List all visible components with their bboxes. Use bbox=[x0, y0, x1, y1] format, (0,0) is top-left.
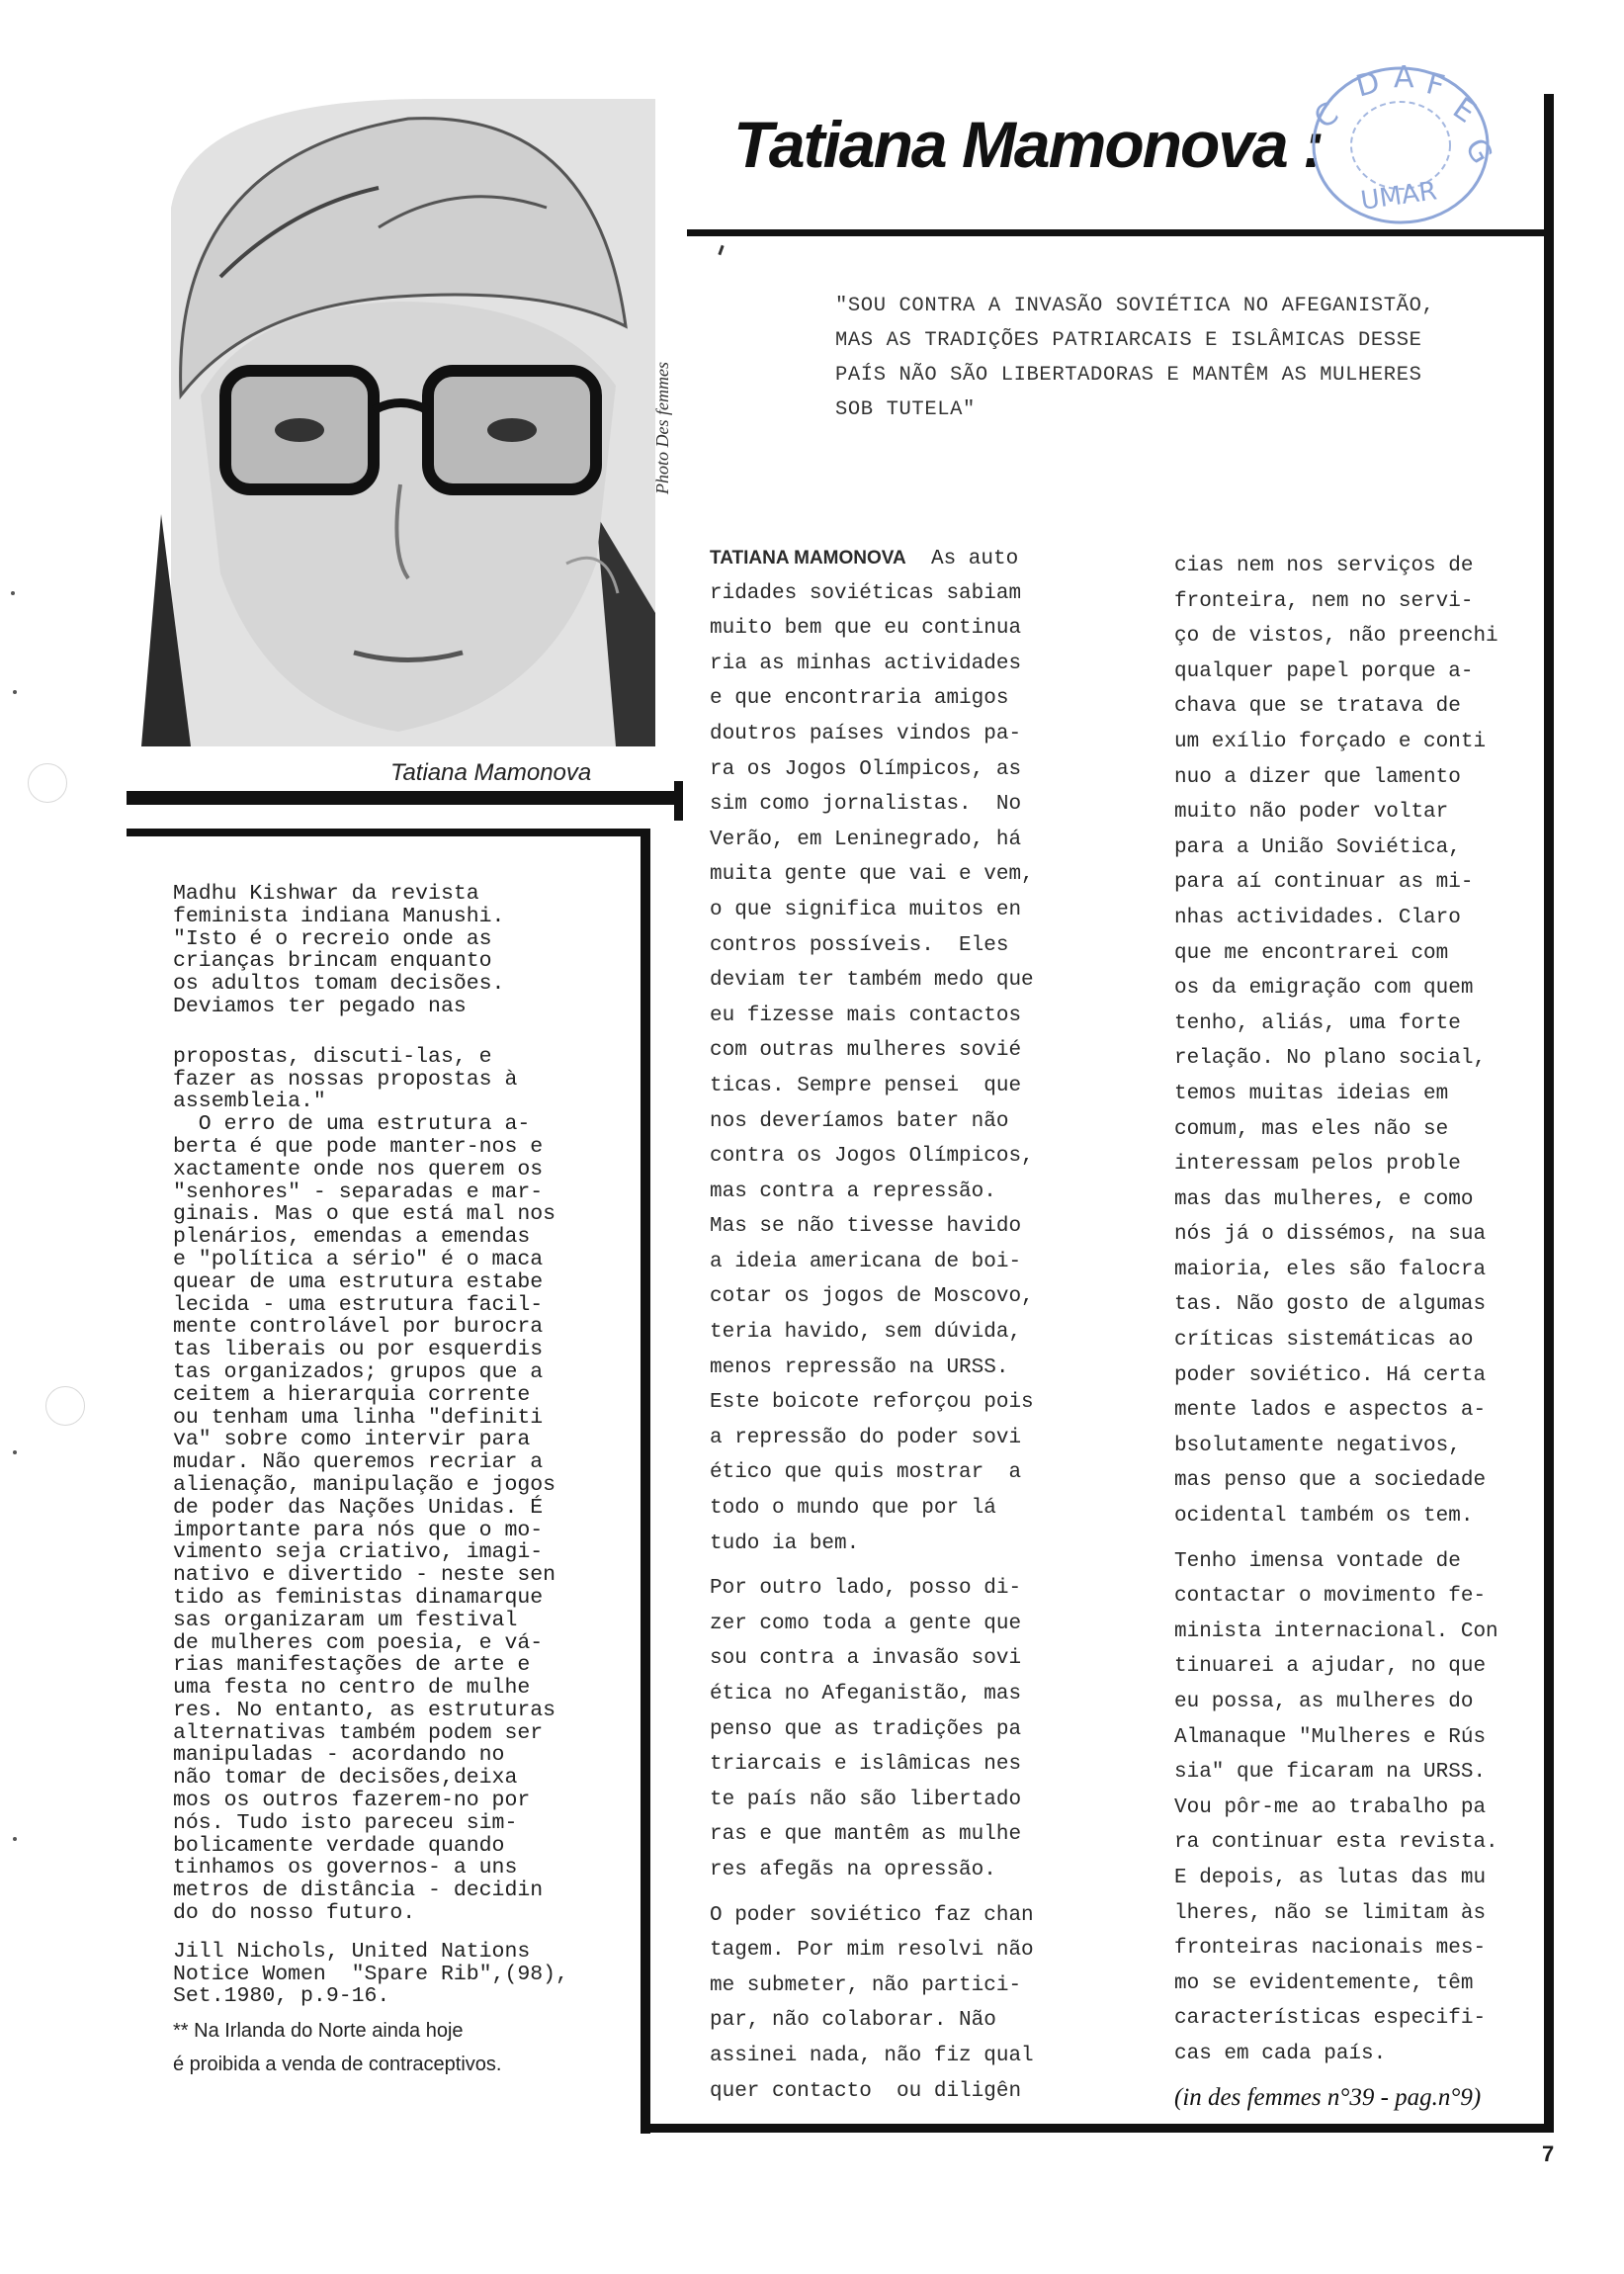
text-line: fronteira, nem no servi- bbox=[1174, 589, 1474, 613]
text-line: doutros países vindos pa- bbox=[710, 722, 1022, 745]
text-line: e que encontraria amigos bbox=[710, 687, 1009, 711]
right-column bbox=[1174, 549, 1536, 2112]
text-line: me submeter, não partici- bbox=[710, 1973, 1022, 1997]
text-line: muito bem que eu continua bbox=[710, 617, 1022, 641]
text-line: sim como jornalistas. No bbox=[710, 793, 1022, 817]
text-line: alternativas também podem ser bbox=[173, 1720, 544, 1745]
text-line: nhas actividades. Claro bbox=[1174, 906, 1461, 929]
text-line: Deviamos ter pegado nas bbox=[173, 994, 467, 1018]
svg-text:UMAR: UMAR bbox=[1358, 176, 1439, 217]
text-line: nós. Tudo isto pareceu sim- bbox=[173, 1810, 518, 1835]
text-line: eu possa, as mulheres do bbox=[1174, 1691, 1474, 1713]
text-line: tenho, aliás, uma forte bbox=[1174, 1011, 1461, 1035]
quote-line: PAÍS NÃO SÃO LIBERTADORAS E MANTÊM AS MULHERES bbox=[835, 364, 1422, 387]
text-line: quear de uma estrutura estabe bbox=[173, 1269, 544, 1294]
text-line: tudo ia bem. bbox=[710, 1531, 860, 1555]
quote-line: SOB TUTELA" bbox=[835, 398, 976, 421]
left-block-1 bbox=[173, 883, 608, 1018]
text-line: menos repressão na URSS. bbox=[710, 1356, 1009, 1379]
text-line: vimento seja criativo, imagi- bbox=[173, 1540, 544, 1565]
text-line: metros de distância - decidin bbox=[173, 1879, 544, 1903]
text-line: poder soviético. Há certa bbox=[1174, 1363, 1487, 1387]
text-line: a ideia americana de boi- bbox=[710, 1250, 1022, 1273]
text-line: O poder soviético faz chan bbox=[710, 1903, 1034, 1927]
text-line: do do nosso futuro. bbox=[173, 1901, 416, 1926]
text-line: e "política a sério" é o maca bbox=[173, 1247, 544, 1271]
text-line: triarcais e islâmicas nes bbox=[710, 1753, 1022, 1777]
text-line: sas organizaram um festival bbox=[173, 1608, 518, 1632]
text-line: os da emigração com quem bbox=[1174, 977, 1474, 1001]
text-line: de mulheres com poesia, e vá- bbox=[173, 1630, 544, 1655]
upper-horizontal-rule bbox=[127, 791, 683, 805]
column-frame-rule bbox=[641, 829, 650, 2134]
text-line: mos os outros fazerem-no por bbox=[173, 1789, 531, 1813]
text-line: propostas, discuti-las, e bbox=[173, 1044, 492, 1069]
text-line: lheres, não se limitam às bbox=[1174, 1901, 1487, 1925]
text-line: rias manifestações de arte e bbox=[173, 1653, 531, 1678]
text-line: ra os Jogos Olímpicos, as bbox=[710, 757, 1022, 781]
speck-mark bbox=[718, 245, 724, 255]
mid-paragraph-3 bbox=[710, 1898, 1073, 2110]
middle-column bbox=[710, 541, 1073, 2109]
speck-mark bbox=[13, 690, 17, 694]
text-line: Set.1980, p.9-16. bbox=[173, 1984, 390, 2009]
svg-text:G: G bbox=[1457, 132, 1499, 170]
text-line: ético que quis mostrar a bbox=[710, 1461, 1022, 1485]
text-line: O erro de uma estrutura a- bbox=[173, 1112, 531, 1137]
quote-line: MAS AS TRADIÇÕES PATRIARCAIS E ISLÂMICAS DESSE bbox=[835, 329, 1422, 352]
quote-line: "SOU CONTRA A INVASÃO SOVIÉTICA NO AFEGANISTÃO, bbox=[835, 295, 1435, 317]
text-line: "senhores" - separadas e mar- bbox=[173, 1180, 544, 1204]
text-line: não tomar de decisões,deixa bbox=[173, 1766, 518, 1791]
mid-paragraph-1 bbox=[710, 576, 1073, 1562]
text-line: feminista indiana Manushi. bbox=[173, 904, 505, 928]
text-line: Notice Women "Spare Rib",(98), bbox=[173, 1962, 568, 1986]
text-line: assinei nada, não fiz qual bbox=[710, 2044, 1034, 2067]
text-line: plenários, emendas a emendas bbox=[173, 1225, 531, 1250]
text-line: zer como toda a gente que bbox=[710, 1612, 1022, 1635]
text-line: ra continuar esta revista. bbox=[1174, 1831, 1498, 1855]
text-line: tas organizados; grupos que a bbox=[173, 1359, 544, 1384]
text-line: tinuarei a ajudar, no que bbox=[1174, 1655, 1487, 1679]
text-line: assembleia." bbox=[173, 1090, 326, 1114]
text-line: sou contra a invasão sovi bbox=[710, 1647, 1022, 1671]
text-line: "Isto é o recreio onde as bbox=[173, 926, 492, 951]
right-paragraph-2 bbox=[1174, 1544, 1536, 2072]
svg-text:A: A bbox=[1394, 60, 1414, 95]
text-line: nós já o dissémos, na sua bbox=[1174, 1223, 1487, 1247]
text-line: contros possíveis. Eles bbox=[710, 933, 1009, 957]
text-line: nativo e divertido - neste sen bbox=[173, 1563, 556, 1588]
text-line: com outras mulheres sovié bbox=[710, 1039, 1022, 1063]
text-line: ética no Afeganistão, mas bbox=[710, 1683, 1022, 1706]
text-line: ginais. Mas o que está mal nos bbox=[173, 1202, 556, 1227]
left-column bbox=[173, 883, 608, 2081]
text-line: ocidental também os tem. bbox=[1174, 1505, 1474, 1529]
text-line: que me encontrarei com bbox=[1174, 941, 1449, 965]
text-line: nuo a dizer que lamento bbox=[1174, 765, 1461, 789]
speck-mark bbox=[11, 591, 15, 595]
lower-horizontal-rule bbox=[127, 829, 650, 836]
photo-credit: Photo Des femmes bbox=[652, 362, 672, 494]
lead-rest: As auto bbox=[905, 548, 1019, 570]
text-line: minista internacional. Con bbox=[1174, 1619, 1498, 1643]
text-line: os adultos tomam decisões. bbox=[173, 972, 505, 997]
text-line: bsolutamente negativos, bbox=[1174, 1434, 1461, 1457]
text-line: res afegãs na opressão. bbox=[710, 1858, 996, 1881]
text-line: xactamente onde nos querem os bbox=[173, 1157, 544, 1181]
text-line: manipuladas - acordando no bbox=[173, 1743, 505, 1768]
text-line: tagem. Por mim resolvi não bbox=[710, 1939, 1034, 1963]
text-line: tas. Não gosto de algumas bbox=[1174, 1293, 1487, 1317]
text-line: muito não poder voltar bbox=[1174, 801, 1449, 825]
text-line: nos deveríamos bater não bbox=[710, 1109, 1009, 1133]
text-line: comum, mas eles não se bbox=[1174, 1117, 1449, 1141]
text-line: par, não colaborar. Não bbox=[710, 2009, 996, 2033]
text-line: Almanaque "Mulheres e Rús bbox=[1174, 1725, 1487, 1749]
text-line: ridades soviéticas sabiam bbox=[710, 581, 1022, 605]
text-line: relação. No plano social, bbox=[1174, 1047, 1487, 1071]
text-line: maioria, eles são falocra bbox=[1174, 1258, 1487, 1281]
text-line: teria havido, sem dúvida, bbox=[710, 1321, 1022, 1345]
text-line: a repressão do poder sovi bbox=[710, 1426, 1022, 1449]
left-block-3 bbox=[173, 1941, 608, 2008]
right-paragraph-1 bbox=[1174, 549, 1536, 1534]
text-line: importante para nós que o mo- bbox=[173, 1518, 544, 1542]
text-line: penso que as tradições pa bbox=[710, 1717, 1022, 1741]
text-line: ço de vistos, não preenchi bbox=[1174, 625, 1498, 649]
text-line: tas liberais ou por esquerdis bbox=[173, 1338, 544, 1362]
text-line: crianças brincam enquanto bbox=[173, 949, 492, 974]
text-line: E depois, as lutas das mu bbox=[1174, 1866, 1487, 1889]
text-line: deviam ter também medo que bbox=[710, 969, 1034, 993]
footnote bbox=[173, 2014, 608, 2081]
text-line: Tenho imensa vontade de bbox=[1174, 1549, 1461, 1573]
text-line: Madhu Kishwar da revista bbox=[173, 882, 479, 906]
text-line: para aí continuar as mi- bbox=[1174, 871, 1474, 895]
text-line: qualquer papel porque a- bbox=[1174, 659, 1474, 683]
text-line: eu fizesse mais contactos bbox=[710, 1004, 1022, 1027]
punch-hole bbox=[28, 763, 67, 803]
library-stamp bbox=[1307, 60, 1499, 229]
text-line: quer contacto ou diligên bbox=[710, 2079, 1022, 2103]
svg-text:D: D bbox=[1352, 64, 1384, 105]
speck-mark bbox=[13, 1837, 17, 1841]
text-line: cias nem nos serviços de bbox=[1174, 555, 1474, 577]
text-line: chava que se tratava de bbox=[1174, 695, 1461, 719]
note-line: ** Na Irlanda do Norte ainda hoje bbox=[173, 2020, 464, 2043]
text-line: fronteiras nacionais mes- bbox=[1174, 1937, 1487, 1961]
text-line: va" sobre como intervir para bbox=[173, 1428, 531, 1452]
article-title: Tatiana Mamonova : bbox=[733, 108, 1323, 181]
text-line: ras e que mantêm as mulhe bbox=[710, 1823, 1022, 1847]
text-line: berta é que pode manter-nos e bbox=[173, 1134, 544, 1159]
text-line: críticas sistemáticas ao bbox=[1174, 1329, 1474, 1353]
text-line: temos muitas ideias em bbox=[1174, 1082, 1449, 1105]
text-line: ceitem a hierarquia corrente bbox=[173, 1382, 531, 1407]
text-line: para a União Soviética, bbox=[1174, 835, 1461, 859]
note-line: é proibida a venda de contraceptivos. bbox=[173, 2054, 502, 2076]
text-line: contra os Jogos Olímpicos, bbox=[710, 1145, 1034, 1169]
source-citation: (in des femmes n°39 - pag.n°9) bbox=[1174, 2083, 1482, 2111]
portrait-photo bbox=[131, 99, 655, 746]
text-line: ou tenham uma linha "definiti bbox=[173, 1405, 544, 1430]
text-line: te país não são libertado bbox=[710, 1788, 1022, 1811]
left-block-2 bbox=[173, 1046, 608, 1925]
text-line: ria as minhas actividades bbox=[710, 652, 1022, 675]
text-line: o que significa muitos en bbox=[710, 898, 1022, 921]
svg-text:C: C bbox=[1308, 96, 1345, 136]
svg-text:E: E bbox=[1446, 91, 1482, 131]
text-line: res. No entanto, as estruturas bbox=[173, 1698, 556, 1722]
bottom-frame-rule bbox=[641, 2124, 1554, 2133]
lead-name: TATIANA MAMONOVA bbox=[710, 548, 906, 568]
text-line: mas contra a repressão. bbox=[710, 1180, 996, 1203]
lead-line bbox=[710, 541, 1073, 576]
text-line: cas em cada país. bbox=[1174, 2042, 1387, 2065]
text-line: Este boicote reforçou pois bbox=[710, 1391, 1034, 1415]
text-line: muita gente que vai e vem, bbox=[710, 863, 1034, 887]
text-line: todo o mundo que por lá bbox=[710, 1497, 996, 1521]
text-line: um exílio forçado e conti bbox=[1174, 730, 1487, 753]
pull-quote bbox=[835, 289, 1507, 427]
speck-mark bbox=[13, 1450, 17, 1454]
text-line: sia" que ficaram na URSS. bbox=[1174, 1761, 1487, 1785]
text-line: mo se evidentemente, têm bbox=[1174, 1971, 1474, 1995]
text-line: ticas. Sempre pensei que bbox=[710, 1074, 1022, 1097]
text-line: contactar o movimento fe- bbox=[1174, 1585, 1487, 1609]
text-line: mas penso que a sociedade bbox=[1174, 1469, 1487, 1493]
text-line: Por outro lado, posso di- bbox=[710, 1577, 1022, 1601]
text-line: cotar os jogos de Moscovo, bbox=[710, 1285, 1034, 1309]
text-line: Vou pôr-me ao trabalho pa bbox=[1174, 1795, 1487, 1819]
photo-caption: Tatiana Mamonova bbox=[390, 759, 592, 786]
text-line: de poder das Nações Unidas. É bbox=[173, 1495, 544, 1520]
text-line: bolicamente verdade quando bbox=[173, 1833, 505, 1858]
text-line: mente lados e aspectos a- bbox=[1174, 1399, 1487, 1423]
text-line: tido as feministas dinamarque bbox=[173, 1585, 544, 1610]
text-line: Verão, em Leninegrado, há bbox=[710, 828, 1022, 851]
text-line: Mas se não tivesse havido bbox=[710, 1215, 1022, 1239]
text-line: mente controlável por burocra bbox=[173, 1315, 544, 1340]
right-frame-rule bbox=[1544, 94, 1554, 2131]
text-line: fazer as nossas propostas à bbox=[173, 1067, 518, 1092]
punch-hole bbox=[45, 1386, 85, 1426]
text-line: características especifi- bbox=[1174, 2007, 1487, 2031]
text-line: Jill Nichols, United Nations bbox=[173, 1939, 531, 1964]
text-line: tinhamos os governos- a uns bbox=[173, 1856, 518, 1880]
text-line: alienação, manipulação e jogos bbox=[173, 1472, 556, 1497]
text-line: mudar. Não queremos recriar a bbox=[173, 1450, 544, 1475]
mid-paragraph-2 bbox=[710, 1571, 1073, 1887]
text-line: uma festa no centro de mulhe bbox=[173, 1676, 531, 1701]
page-number: 7 bbox=[1542, 2142, 1555, 2166]
top-frame-rule bbox=[687, 229, 1554, 236]
text-line: lecida - uma estrutura facil- bbox=[173, 1292, 544, 1317]
text-line: interessam pelos proble bbox=[1174, 1153, 1461, 1177]
svg-text:F: F bbox=[1422, 66, 1448, 105]
text-line: mas das mulheres, e como bbox=[1174, 1187, 1474, 1211]
